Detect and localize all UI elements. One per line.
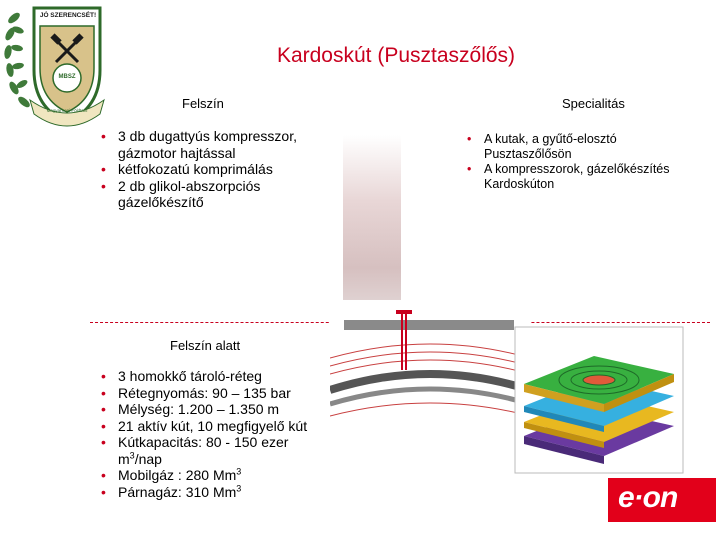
- list-item-text: Párnagáz: 310 Mm: [118, 483, 237, 500]
- list-item: • 3 homokkő tároló-réteg: [96, 368, 336, 385]
- list-item: • A kutak, a gyűtő-elosztó Pusztaszőlősön: [462, 132, 702, 162]
- center-gradient-strip: [343, 135, 401, 325]
- list-item-text: Mobilgáz : 280 Mm: [118, 467, 237, 483]
- list-item: [96, 467, 336, 484]
- list-item: • A kompresszorok, gázelőkészítés Kardoskúton: [462, 162, 702, 192]
- list-item-text: Kútkapacitás: 80 - 150 ezer m: [118, 434, 289, 467]
- underground-heading: Felszín alatt: [170, 338, 241, 353]
- underground-list: [96, 368, 336, 500]
- unit-tail: /nap: [134, 450, 162, 467]
- logo-top-text: JÓ SZERENCSÉT!: [39, 12, 97, 19]
- surface-heading: Felszín: [182, 96, 224, 111]
- superscript: 3: [129, 449, 135, 460]
- page-title: Kardoskút (Pusztaszőlős): [276, 44, 516, 67]
- eon-logo: [608, 478, 716, 522]
- logo-ribbon-text: Magyarhoni Földtani: [46, 108, 88, 113]
- superscript: 3: [236, 482, 242, 493]
- logo-badge-text: MBSZ: [58, 74, 76, 80]
- list-item: • Rétegnyomás: 90 – 135 bar: [96, 385, 336, 402]
- list-item: • 3 db dugattyús kompresszor, gázmotor hajtással: [96, 128, 336, 161]
- list-item: • 21 aktív kút, 10 megfigyelő kút: [96, 418, 336, 435]
- specialty-list: [462, 132, 702, 192]
- reservoir-3d-model: [514, 326, 684, 474]
- eon-logo-text: e·on: [618, 481, 678, 514]
- list-item: • Mélység: 1.200 – 1.350 m: [96, 401, 336, 418]
- specialty-heading: Specialitás: [562, 96, 625, 111]
- geology-cross-section: [330, 300, 530, 440]
- superscript: 3: [236, 466, 242, 477]
- list-item: [96, 434, 336, 467]
- list-item: • kétfokozatú komprimálás: [96, 161, 336, 178]
- surface-list: [96, 128, 336, 211]
- list-item: [96, 484, 336, 501]
- list-item: • 2 db glikol-abszorpciós gázelőkészítő: [96, 178, 336, 211]
